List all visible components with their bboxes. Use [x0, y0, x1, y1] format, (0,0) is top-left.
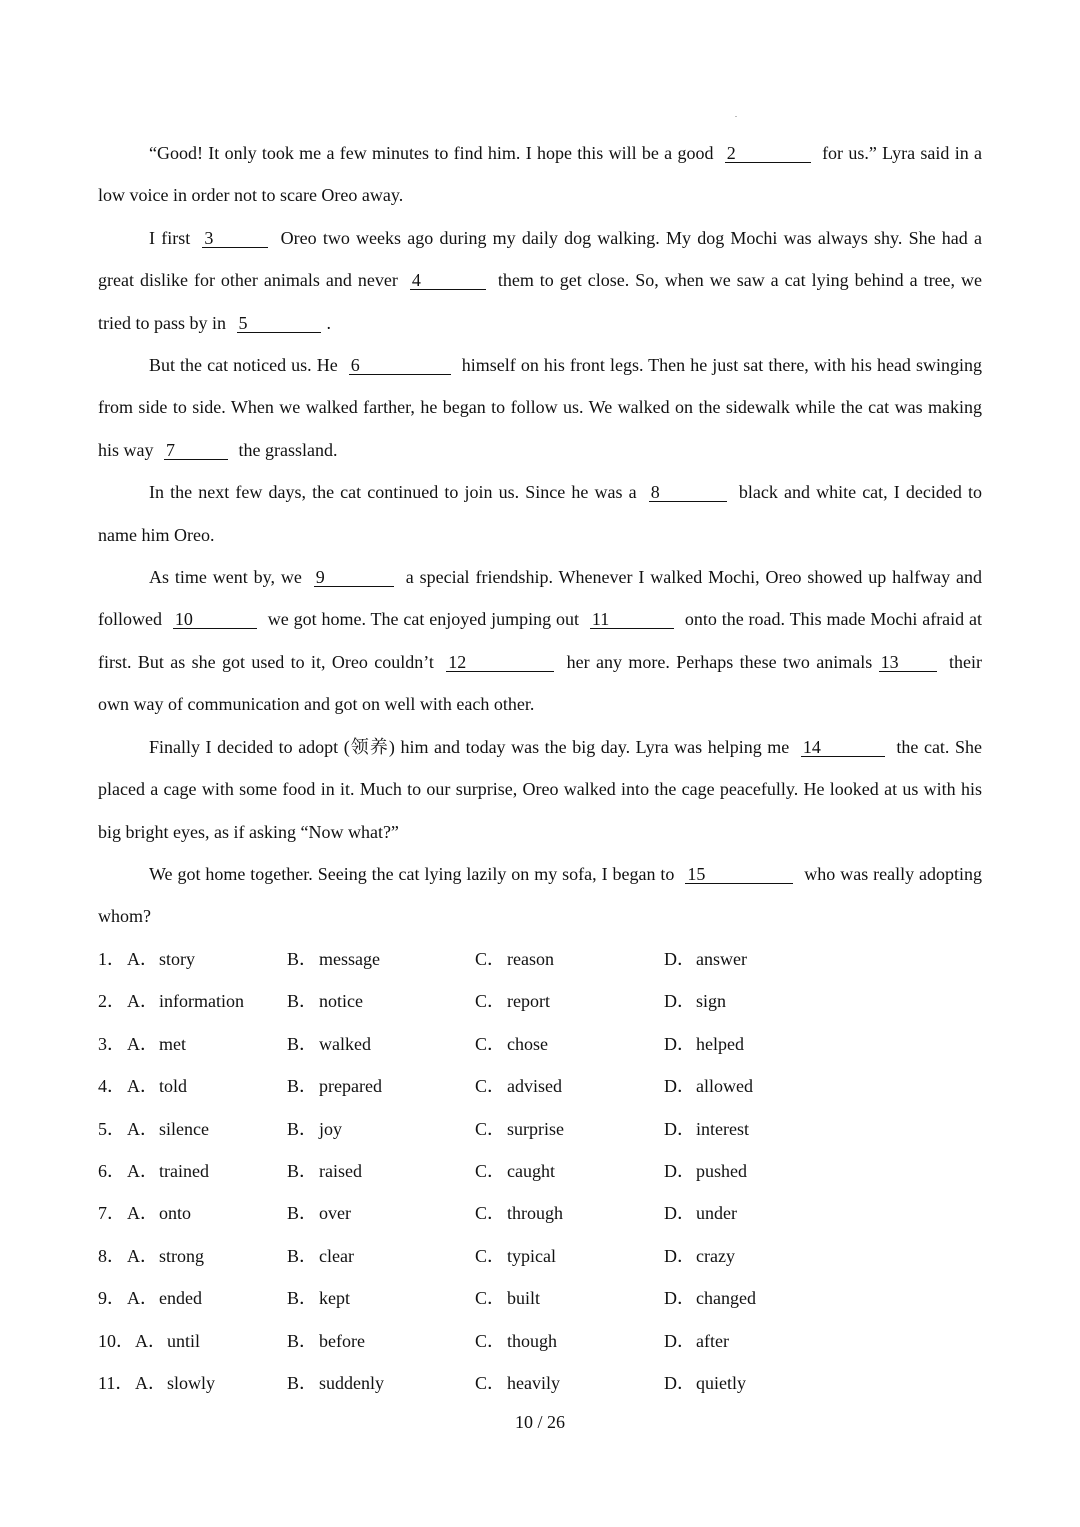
option-d [664, 1150, 747, 1192]
option-letter: B． [287, 1288, 318, 1309]
option-text: information [159, 991, 244, 1012]
option-letter: B． [287, 1033, 318, 1054]
blank-4: 4 [410, 271, 486, 290]
option-row [98, 1320, 982, 1362]
option-text: raised [319, 1160, 362, 1181]
option-text: report [507, 991, 550, 1012]
option-c [475, 1065, 562, 1107]
question-number: 8． [98, 1245, 125, 1266]
option-letter: C． [475, 1118, 506, 1139]
option-row [98, 938, 982, 980]
question-number: 1． [98, 949, 125, 969]
option-c [475, 1108, 564, 1150]
option-c [475, 1150, 555, 1192]
option-letter: A． [135, 1372, 166, 1393]
option-letter: B． [287, 1160, 318, 1181]
option-a [127, 1192, 191, 1234]
option-text: slowly [167, 1372, 216, 1393]
option-letter: C． [475, 1033, 506, 1054]
option-text: answer [696, 949, 747, 969]
option-text: onto [159, 1203, 192, 1224]
option-letter: A． [127, 1245, 158, 1266]
paragraph-6: Finally I decided to adopt (领养) him and today was the big day. Lyra was helping me 14 the cat. She placed a cage with some food in it. Much to our surprise, Oreo walked into the cage peacefully. He looked at us with his big bright eyes, as if asking “Now what?” [98, 736, 982, 842]
option-text: over [319, 1203, 351, 1224]
option-b [287, 1150, 362, 1192]
option-b [287, 1065, 382, 1107]
option-d [664, 1362, 746, 1404]
blank-11: 11 [590, 610, 674, 629]
blank-10: 10 [173, 610, 257, 629]
option-b [287, 1277, 350, 1319]
option-text: chose [507, 1033, 548, 1054]
option-text: strong [159, 1245, 204, 1266]
option-letter: C． [475, 991, 506, 1012]
option-text: walked [319, 1033, 371, 1054]
paragraph-3: But the cat noticed us. He 6 himself on his front legs. Then he just sat there, with his head swinging from side to side. When we walked farther, he began to follow us. We walked on the sidewalk while the cat was making his way 7 the grassland. [98, 355, 982, 460]
option-a [127, 1065, 187, 1107]
option-text: suddenly [319, 1372, 384, 1393]
option-c [475, 1235, 556, 1277]
option-letter: D． [664, 1330, 695, 1351]
option-letter: C． [475, 1245, 506, 1266]
option-letter: D． [664, 1160, 695, 1181]
blank-9: 9 [314, 568, 394, 587]
cloze-passage [98, 132, 982, 938]
option-text: changed [696, 1288, 756, 1309]
blank-5: 5 [237, 314, 321, 333]
option-c [475, 1192, 563, 1234]
option-letter: A． [127, 1033, 158, 1054]
option-text: under [696, 1203, 737, 1224]
option-letter: C． [475, 949, 506, 969]
option-letter: A． [127, 1160, 158, 1181]
blank-2: 2 [725, 144, 811, 163]
option-text: pushed [696, 1160, 747, 1181]
option-row [98, 1065, 982, 1107]
blank-13: 13 [879, 653, 937, 672]
option-text: joy [319, 1118, 343, 1139]
option-text: prepared [319, 1076, 382, 1097]
option-letter: D． [664, 949, 695, 969]
option-letter: D． [664, 1245, 695, 1266]
option-text: allowed [696, 1076, 753, 1097]
option-text: silence [159, 1118, 209, 1139]
question-number: 9． [98, 1288, 125, 1309]
question-number: 3． [98, 1033, 125, 1054]
page-number: 10 / 26 [514, 1412, 565, 1432]
option-text: told [159, 1076, 188, 1097]
option-letter: D． [664, 1076, 695, 1097]
option-letter: B． [287, 1203, 318, 1224]
option-b [287, 1362, 384, 1404]
option-letter: B． [287, 1076, 318, 1097]
option-letter: C． [475, 1330, 506, 1351]
option-text: after [696, 1330, 729, 1351]
option-c [475, 1023, 548, 1065]
option-a [127, 1150, 209, 1192]
option-text: surprise [507, 1118, 564, 1139]
option-row [98, 980, 982, 1022]
option-text: quietly [696, 1372, 746, 1393]
option-b [287, 980, 363, 1022]
blank-8: 8 [649, 483, 727, 502]
question-number: 10． [98, 1330, 134, 1351]
option-d [664, 1235, 735, 1277]
option-letter: C． [475, 1372, 506, 1393]
option-row [98, 1108, 982, 1150]
option-a [127, 1023, 186, 1065]
option-b [287, 1108, 342, 1150]
option-a [135, 1362, 215, 1404]
option-text: built [507, 1288, 541, 1309]
option-c [475, 1362, 560, 1404]
option-text: interest [696, 1118, 749, 1139]
option-text: trained [159, 1160, 209, 1181]
option-letter: D． [664, 1118, 695, 1139]
option-text: until [167, 1330, 201, 1351]
option-text: ended [159, 1288, 202, 1309]
option-letter: A． [135, 1330, 166, 1351]
option-d [664, 1108, 749, 1150]
option-row [98, 1192, 982, 1234]
question-number: 5． [98, 1118, 125, 1139]
paragraph-7: We got home together. Seeing the cat lying lazily on my sofa, I began to 15 who was really adopting whom? [98, 863, 983, 927]
question-number: 11． [98, 1372, 134, 1393]
option-letter: A． [127, 1203, 158, 1224]
option-d [664, 1320, 729, 1362]
option-a [135, 1320, 200, 1362]
option-text: notice [319, 991, 363, 1012]
option-text: message [319, 949, 380, 969]
option-letter: B． [287, 991, 318, 1012]
option-text: sign [696, 991, 727, 1012]
option-text: typical [507, 1245, 556, 1266]
option-letter: C． [475, 1160, 506, 1181]
option-letter: A． [127, 1288, 158, 1309]
option-text: helped [696, 1033, 744, 1054]
option-letter: A． [127, 1076, 158, 1097]
option-row [98, 1150, 982, 1192]
question-number: 7． [98, 1203, 125, 1224]
option-text: before [319, 1330, 365, 1351]
option-text: caught [507, 1160, 555, 1181]
option-text: heavily [507, 1372, 560, 1393]
option-letter: A． [127, 991, 158, 1012]
option-letter: D． [664, 1033, 695, 1054]
option-letter: A． [127, 949, 158, 969]
scan-speck [735, 116, 737, 117]
option-d [664, 1023, 744, 1065]
option-d [664, 1192, 737, 1234]
option-text: clear [319, 1245, 354, 1266]
paragraph-2: I first 3 Oreo two weeks ago during my daily dog walking. My dog Mochi was always shy. She had a great dislike for other animals and never 4 them to get close. So, when we saw a cat lying behind a tree, we tried to pass by in 5 . [98, 227, 983, 333]
option-text: reason [507, 949, 554, 969]
option-letter: C． [475, 1203, 506, 1224]
question-number: 4． [98, 1076, 125, 1097]
option-row [98, 1235, 982, 1277]
option-d [664, 938, 747, 980]
answer-options [98, 938, 982, 1404]
paragraph-5: As time went by, we 9 a special friendship. Whenever I walked Mochi, Oreo showed up halfway and followed 10 we got home. The cat enjoyed jumping out 11 onto the road. This made Mochi afraid at first. But as she got used to it, Oreo couldn’t 12 her any more. Perhaps these two animals 13 their own way of communication and got on well with each other. [98, 567, 983, 715]
option-c [475, 1277, 540, 1319]
option-text: met [159, 1033, 186, 1054]
option-b [287, 1320, 365, 1362]
option-c [475, 1320, 557, 1362]
blank-3: 3 [202, 229, 268, 248]
option-d [664, 1277, 756, 1319]
blank-15: 15 [685, 865, 793, 884]
paragraph-1: “Good! It only took me a few minutes to find him. I hope this will be a good 2 for us.” Lyra said in a low voice in order not to scare Oreo away. [98, 143, 982, 206]
option-text: advised [507, 1076, 562, 1097]
paragraph-4: In the next few days, the cat continued to join us. Since he was a 8 black and white cat, I decided to name him Oreo. [98, 482, 983, 545]
option-letter: B． [287, 1372, 318, 1393]
option-row [98, 1023, 982, 1065]
option-text: crazy [696, 1245, 735, 1266]
option-a [127, 938, 195, 980]
option-row [98, 1362, 982, 1404]
option-row [98, 1277, 982, 1319]
option-d [664, 1065, 753, 1107]
option-letter: B． [287, 1245, 318, 1266]
option-c [475, 980, 550, 1022]
option-text: through [507, 1203, 563, 1224]
option-c [475, 938, 554, 980]
option-b [287, 1192, 351, 1234]
option-a [127, 1235, 204, 1277]
option-a [127, 1277, 202, 1319]
blank-7: 7 [164, 441, 228, 460]
option-letter: A． [127, 1118, 158, 1139]
option-text: kept [319, 1288, 350, 1309]
blank-14: 14 [801, 738, 885, 757]
option-letter: C． [475, 1288, 506, 1309]
option-a [127, 980, 244, 1022]
option-letter: C． [475, 1076, 506, 1097]
option-letter: D． [664, 1288, 695, 1309]
option-letter: D． [664, 1203, 695, 1224]
option-a [127, 1108, 209, 1150]
blank-6: 6 [349, 356, 451, 375]
option-letter: B． [287, 1118, 318, 1139]
option-text: though [507, 1330, 558, 1351]
option-b [287, 1235, 354, 1277]
option-letter: D． [664, 1372, 695, 1393]
option-letter: B． [287, 949, 318, 969]
blank-12: 12 [446, 653, 554, 672]
question-number: 6． [98, 1160, 125, 1181]
option-b [287, 938, 380, 980]
option-d [664, 980, 726, 1022]
option-b [287, 1023, 371, 1065]
option-letter: D． [664, 991, 695, 1012]
option-text: story [159, 949, 195, 969]
option-letter: B． [287, 1330, 318, 1351]
question-number: 2． [98, 991, 125, 1012]
